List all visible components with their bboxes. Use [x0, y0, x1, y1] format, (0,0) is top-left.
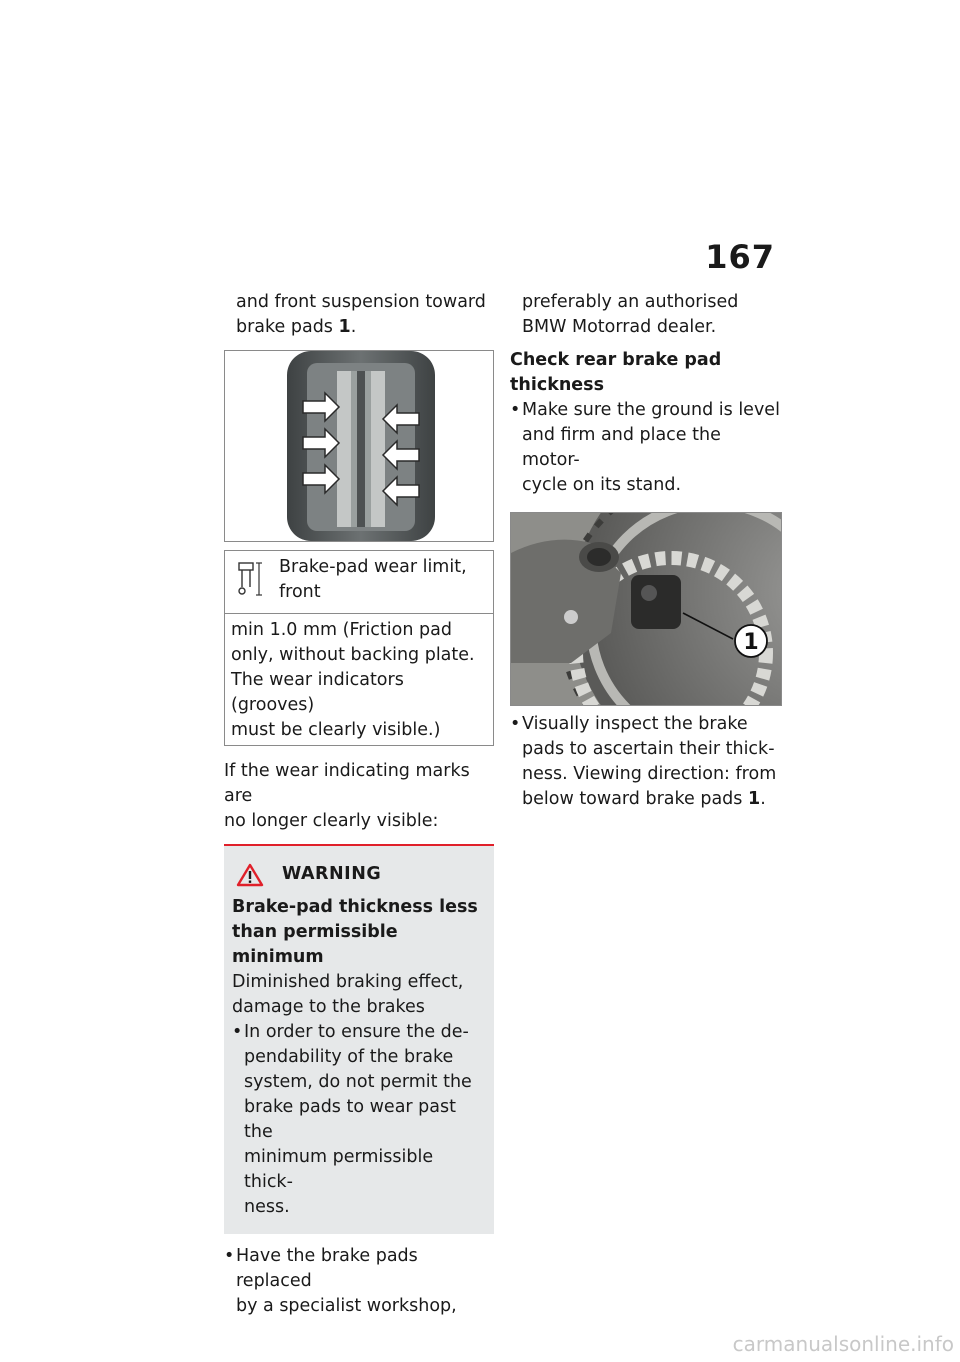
wear-limit-line-4: must be clearly visible.): [231, 720, 441, 740]
after-spec-line-1: If the wear indicating marks are: [224, 761, 470, 806]
intro-ref: 1: [338, 317, 351, 337]
left-column: [224, 290, 494, 1319]
bullet2-line-2: pads to ascertain their thick-: [522, 739, 775, 759]
rear-brake-photo: [510, 512, 782, 706]
bullet1-line-1: Make sure the ground is level: [522, 400, 780, 420]
photo-callout-1: 1: [743, 630, 759, 655]
bullet-dot: •: [510, 714, 521, 734]
bullet2-ref: 1: [748, 789, 761, 809]
bullet-dot: •: [224, 1246, 235, 1266]
warning-triangle-icon: [236, 863, 264, 887]
warning-box: [224, 844, 494, 1234]
intro-line-2: brake pads 1.: [236, 317, 357, 337]
wear-limit-header: [225, 551, 493, 614]
warning-bullet-2: pendability of the brake: [244, 1047, 454, 1067]
warning-bullet-6: ness.: [244, 1197, 290, 1217]
warning-bullet-3: system, do not permit the: [244, 1072, 472, 1092]
wear-limit-title-1: Brake-pad wear limit,: [279, 557, 467, 577]
section-title-2: thickness: [510, 375, 604, 395]
wear-limit-box: [224, 550, 494, 746]
wear-limit-title-2: front: [279, 582, 321, 602]
bullet-dot: •: [232, 1022, 243, 1042]
section-title-1: Check rear brake pad: [510, 350, 722, 370]
ground-level-bullet: [510, 398, 782, 498]
warning-bullet-1: In order to ensure the de-: [244, 1022, 469, 1042]
replace-pads-bullet: [224, 1244, 494, 1319]
continued-line-2: BMW Motorrad dealer.: [522, 317, 717, 337]
warning-bullet-5: minimum permissible thick-: [244, 1147, 434, 1192]
wear-limit-body: [225, 614, 493, 745]
page-number: 167: [705, 238, 775, 276]
bullet2-line-4: below toward brake pads 1.: [522, 789, 766, 809]
wear-limit-line-3: The wear indicators (grooves): [231, 670, 404, 715]
warning-heading-1: Brake-pad thickness less: [232, 897, 478, 917]
warning-bullet-4: brake pads to wear past the: [244, 1097, 456, 1142]
warning-bullet: [232, 1020, 486, 1220]
warning-label: WARNING: [282, 864, 382, 884]
bullet2-line-1: Visually inspect the brake: [522, 714, 748, 734]
intro-line-1: and front suspension toward: [236, 292, 486, 312]
wear-limit-line-2: only, without backing plate.: [231, 645, 475, 665]
replace-line-1: Have the brake pads replaced: [236, 1246, 418, 1291]
warning-desc-2: damage to the brakes: [232, 997, 425, 1017]
bullet1-line-3: cycle on its stand.: [522, 475, 682, 495]
after-spec-line-2: no longer clearly visible:: [224, 811, 439, 831]
warning-heading-2: than permissible minimum: [232, 922, 398, 967]
warning-desc-1: Diminished braking effect,: [232, 972, 464, 992]
wear-limit-line-1: min 1.0 mm (Friction pad: [231, 620, 452, 640]
front-caliper-figure: [224, 350, 494, 542]
brake-pad-gauge-icon: [235, 555, 269, 607]
front-caliper-illustration: [225, 351, 493, 541]
continued-line-1: preferably an authorised: [522, 292, 739, 312]
rear-brake-illustration: [511, 513, 781, 705]
bullet-dot: •: [510, 400, 521, 420]
bullet1-line-2: and firm and place the motor-: [522, 425, 721, 470]
replace-line-2: by a specialist workshop,: [236, 1296, 457, 1316]
right-column: [510, 290, 782, 812]
visual-inspect-bullet: [510, 712, 782, 812]
footer-watermark: carmanualsonline.info: [732, 1332, 954, 1356]
bullet2-line-3: ness. Viewing direction: from: [522, 764, 777, 784]
